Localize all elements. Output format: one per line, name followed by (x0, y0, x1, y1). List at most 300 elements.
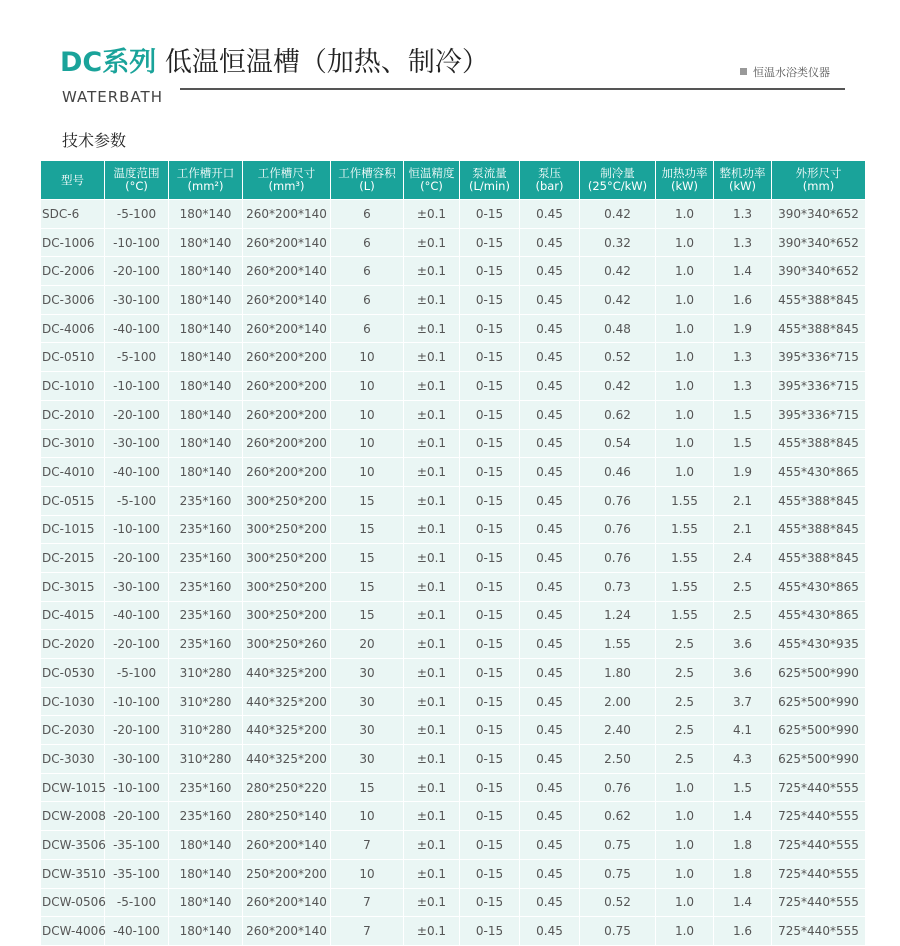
cell-stability: ±0.1 (404, 257, 460, 286)
cell-total-power: 1.3 (714, 372, 772, 401)
category-tag-label: 恒温水浴类仪器 (753, 66, 830, 79)
cell-pump-flow: 0-15 (460, 831, 520, 860)
column-header-unit: (kW) (670, 179, 698, 193)
cell-cooling-capacity: 2.00 (580, 687, 656, 716)
cell-model: DC-3010 (41, 429, 105, 458)
column-header-label: 加热功率 (661, 166, 708, 180)
cell-dimensions: 625*500*990 (772, 716, 866, 745)
cell-pump-flow: 0-15 (460, 314, 520, 343)
column-header-model (41, 161, 105, 200)
cell-temp-range: -20-100 (105, 716, 169, 745)
cell-bath-volume: 6 (331, 314, 404, 343)
table-row (41, 831, 866, 860)
cell-temp-range: -5-100 (105, 200, 169, 229)
cell-total-power: 4.3 (714, 745, 772, 774)
cell-bath-opening: 180*140 (169, 343, 243, 372)
cell-pump-pressure: 0.45 (520, 630, 580, 659)
cell-dimensions: 725*440*555 (772, 888, 866, 917)
cell-pump-flow: 0-15 (460, 228, 520, 257)
table-row (41, 544, 866, 573)
column-header-label: 外形尺寸 (795, 166, 842, 180)
cell-total-power: 2.1 (714, 515, 772, 544)
cell-model: DC-2010 (41, 400, 105, 429)
cell-bath-size: 440*325*200 (243, 716, 331, 745)
cell-bath-size: 260*200*200 (243, 400, 331, 429)
cell-model: DCW-3510 (41, 859, 105, 888)
cell-heating-power: 1.55 (656, 544, 714, 573)
cell-pump-pressure: 0.45 (520, 687, 580, 716)
cell-dimensions: 455*388*845 (772, 544, 866, 573)
cell-total-power: 4.1 (714, 716, 772, 745)
cell-cooling-capacity: 0.32 (580, 228, 656, 257)
cell-cooling-capacity: 0.76 (580, 486, 656, 515)
cell-pump-pressure: 0.45 (520, 659, 580, 688)
cell-cooling-capacity: 1.55 (580, 630, 656, 659)
cell-temp-range: -35-100 (105, 831, 169, 860)
cell-heating-power: 2.5 (656, 659, 714, 688)
cell-model: DC-4010 (41, 458, 105, 487)
cell-cooling-capacity: 0.54 (580, 429, 656, 458)
cell-dimensions: 455*430*935 (772, 630, 866, 659)
cell-cooling-capacity: 0.62 (580, 802, 656, 831)
cell-heating-power: 2.5 (656, 716, 714, 745)
cell-bath-opening: 310*280 (169, 745, 243, 774)
cell-bath-volume: 30 (331, 687, 404, 716)
table-row (41, 458, 866, 487)
cell-bath-opening: 180*140 (169, 372, 243, 401)
cell-temp-range: -5-100 (105, 343, 169, 372)
column-header-label: 制冷量 (600, 166, 635, 180)
table-row (41, 917, 866, 946)
cell-bath-size: 260*200*200 (243, 372, 331, 401)
cell-temp-range: -20-100 (105, 544, 169, 573)
cell-pump-pressure: 0.45 (520, 400, 580, 429)
cell-pump-pressure: 0.45 (520, 286, 580, 315)
title-text: 低温恒温槽（加热、制冷） (164, 47, 489, 78)
cell-total-power: 1.8 (714, 859, 772, 888)
cell-bath-opening: 235*160 (169, 572, 243, 601)
cell-cooling-capacity: 0.42 (580, 257, 656, 286)
column-header-unit: (mm) (802, 179, 835, 193)
cell-total-power: 2.5 (714, 601, 772, 630)
cell-bath-size: 260*200*200 (243, 458, 331, 487)
cell-pump-flow: 0-15 (460, 286, 520, 315)
cell-bath-opening: 235*160 (169, 601, 243, 630)
column-header-bath-volume (331, 161, 404, 200)
cell-temp-range: -10-100 (105, 372, 169, 401)
cell-dimensions: 455*388*845 (772, 515, 866, 544)
cell-pump-flow: 0-15 (460, 515, 520, 544)
section-heading: 技术参数 (62, 131, 127, 150)
table-row (41, 286, 866, 315)
cell-pump-flow: 0-15 (460, 458, 520, 487)
cell-heating-power: 1.0 (656, 257, 714, 286)
cell-temp-range: -40-100 (105, 601, 169, 630)
column-header-label: 泵流量 (472, 166, 507, 180)
cell-pump-flow: 0-15 (460, 888, 520, 917)
cell-pump-pressure: 0.45 (520, 372, 580, 401)
cell-total-power: 3.6 (714, 659, 772, 688)
cell-bath-opening: 180*140 (169, 200, 243, 229)
cell-total-power: 2.1 (714, 486, 772, 515)
cell-bath-volume: 15 (331, 544, 404, 573)
cell-model: DC-1030 (41, 687, 105, 716)
cell-temp-range: -30-100 (105, 572, 169, 601)
cell-bath-opening: 180*140 (169, 458, 243, 487)
cell-bath-opening: 235*160 (169, 630, 243, 659)
cell-pump-flow: 0-15 (460, 429, 520, 458)
cell-heating-power: 1.55 (656, 601, 714, 630)
spec-table (40, 160, 866, 946)
cell-bath-size: 260*200*140 (243, 917, 331, 946)
cell-pump-flow: 0-15 (460, 745, 520, 774)
cell-pump-flow: 0-15 (460, 659, 520, 688)
cell-total-power: 1.3 (714, 343, 772, 372)
cell-heating-power: 1.0 (656, 400, 714, 429)
cell-model: DC-3030 (41, 745, 105, 774)
cell-bath-size: 260*200*140 (243, 286, 331, 315)
cell-cooling-capacity: 0.73 (580, 572, 656, 601)
cell-stability: ±0.1 (404, 802, 460, 831)
spec-table-body (41, 200, 866, 946)
cell-model: DC-0530 (41, 659, 105, 688)
cell-total-power: 1.4 (714, 802, 772, 831)
column-header-label: 整机功率 (719, 166, 766, 180)
cell-bath-opening: 310*280 (169, 687, 243, 716)
page-subtitle: WATERBATH (62, 88, 163, 106)
cell-dimensions: 455*430*865 (772, 572, 866, 601)
cell-bath-size: 440*325*200 (243, 745, 331, 774)
cell-stability: ±0.1 (404, 343, 460, 372)
cell-pump-flow: 0-15 (460, 773, 520, 802)
cell-stability: ±0.1 (404, 659, 460, 688)
column-header-label: 泵压 (538, 166, 561, 180)
cell-bath-volume: 15 (331, 486, 404, 515)
cell-total-power: 2.5 (714, 572, 772, 601)
square-bullet-icon (740, 68, 747, 75)
table-row (41, 859, 866, 888)
spec-table-header (41, 161, 866, 200)
cell-bath-volume: 6 (331, 200, 404, 229)
cell-pump-flow: 0-15 (460, 400, 520, 429)
cell-dimensions: 390*340*652 (772, 257, 866, 286)
cell-stability: ±0.1 (404, 630, 460, 659)
cell-pump-flow: 0-15 (460, 716, 520, 745)
cell-heating-power: 1.0 (656, 429, 714, 458)
cell-heating-power: 1.0 (656, 859, 714, 888)
cell-stability: ±0.1 (404, 745, 460, 774)
cell-temp-range: -30-100 (105, 429, 169, 458)
cell-bath-size: 260*200*140 (243, 257, 331, 286)
cell-model: DC-2020 (41, 630, 105, 659)
cell-temp-range: -5-100 (105, 659, 169, 688)
cell-stability: ±0.1 (404, 429, 460, 458)
cell-total-power: 1.3 (714, 200, 772, 229)
cell-temp-range: -20-100 (105, 630, 169, 659)
cell-heating-power: 2.5 (656, 745, 714, 774)
column-header-unit: (kW) (728, 179, 756, 193)
cell-heating-power: 1.55 (656, 486, 714, 515)
cell-bath-size: 260*200*140 (243, 831, 331, 860)
cell-bath-volume: 10 (331, 802, 404, 831)
cell-dimensions: 455*430*865 (772, 458, 866, 487)
cell-heating-power: 1.0 (656, 343, 714, 372)
cell-pump-pressure: 0.45 (520, 257, 580, 286)
cell-pump-flow: 0-15 (460, 544, 520, 573)
cell-bath-volume: 15 (331, 773, 404, 802)
cell-dimensions: 625*500*990 (772, 745, 866, 774)
cell-stability: ±0.1 (404, 486, 460, 515)
cell-model: DC-4015 (41, 601, 105, 630)
cell-bath-volume: 6 (331, 286, 404, 315)
cell-model: DCW-3506 (41, 831, 105, 860)
cell-total-power: 1.6 (714, 917, 772, 946)
table-row (41, 630, 866, 659)
cell-stability: ±0.1 (404, 458, 460, 487)
cell-total-power: 3.6 (714, 630, 772, 659)
cell-bath-opening: 180*140 (169, 429, 243, 458)
cell-bath-volume: 6 (331, 257, 404, 286)
cell-dimensions: 455*388*845 (772, 486, 866, 515)
cell-total-power: 1.6 (714, 286, 772, 315)
cell-bath-size: 260*200*140 (243, 888, 331, 917)
cell-model: DC-3006 (41, 286, 105, 315)
cell-total-power: 1.9 (714, 314, 772, 343)
cell-pump-pressure: 0.45 (520, 773, 580, 802)
column-header-label: 工作槽容积 (338, 166, 396, 180)
cell-cooling-capacity: 0.75 (580, 859, 656, 888)
cell-temp-range: -40-100 (105, 314, 169, 343)
column-header-label: 型号 (61, 172, 84, 187)
cell-stability: ±0.1 (404, 917, 460, 946)
cell-total-power: 2.4 (714, 544, 772, 573)
column-header-unit: (°C) (420, 179, 443, 193)
column-header-cooling-capacity (580, 161, 656, 200)
table-row (41, 200, 866, 229)
cell-pump-flow: 0-15 (460, 486, 520, 515)
cell-dimensions: 455*430*865 (772, 601, 866, 630)
cell-pump-pressure: 0.45 (520, 314, 580, 343)
cell-heating-power: 1.0 (656, 831, 714, 860)
cell-stability: ±0.1 (404, 888, 460, 917)
cell-bath-opening: 180*140 (169, 831, 243, 860)
column-header-unit: (°C) (125, 179, 148, 193)
cell-bath-volume: 10 (331, 343, 404, 372)
cell-heating-power: 1.0 (656, 773, 714, 802)
cell-pump-flow: 0-15 (460, 802, 520, 831)
cell-pump-pressure: 0.45 (520, 200, 580, 229)
cell-temp-range: -40-100 (105, 458, 169, 487)
table-row (41, 429, 866, 458)
cell-total-power: 1.5 (714, 773, 772, 802)
cell-bath-opening: 180*140 (169, 859, 243, 888)
title-series: DC系列 (60, 47, 157, 78)
cell-dimensions: 725*440*555 (772, 917, 866, 946)
cell-dimensions: 725*440*555 (772, 859, 866, 888)
cell-dimensions: 625*500*990 (772, 659, 866, 688)
cell-bath-size: 300*250*200 (243, 515, 331, 544)
cell-bath-opening: 235*160 (169, 544, 243, 573)
cell-cooling-capacity: 0.76 (580, 515, 656, 544)
column-header-bath-opening (169, 161, 243, 200)
cell-stability: ±0.1 (404, 572, 460, 601)
cell-cooling-capacity: 2.50 (580, 745, 656, 774)
cell-pump-pressure: 0.45 (520, 888, 580, 917)
cell-pump-flow: 0-15 (460, 572, 520, 601)
cell-bath-size: 260*200*200 (243, 429, 331, 458)
cell-stability: ±0.1 (404, 859, 460, 888)
cell-bath-size: 300*250*200 (243, 544, 331, 573)
column-header-label: 工作槽开口 (176, 166, 235, 180)
cell-model: DC-0510 (41, 343, 105, 372)
cell-dimensions: 725*440*555 (772, 773, 866, 802)
cell-bath-volume: 15 (331, 515, 404, 544)
table-row (41, 228, 866, 257)
cell-bath-volume: 20 (331, 630, 404, 659)
cell-cooling-capacity: 0.48 (580, 314, 656, 343)
cell-model: DC-2030 (41, 716, 105, 745)
cell-heating-power: 1.0 (656, 802, 714, 831)
cell-heating-power: 2.5 (656, 687, 714, 716)
cell-dimensions: 725*440*555 (772, 831, 866, 860)
cell-pump-pressure: 0.45 (520, 802, 580, 831)
table-row (41, 372, 866, 401)
cell-model: DC-3015 (41, 572, 105, 601)
cell-bath-opening: 235*160 (169, 802, 243, 831)
cell-heating-power: 1.0 (656, 200, 714, 229)
column-header-heating-power (656, 161, 714, 200)
cell-model: DC-4006 (41, 314, 105, 343)
table-row (41, 687, 866, 716)
table-row (41, 343, 866, 372)
cell-heating-power: 1.0 (656, 286, 714, 315)
cell-heating-power: 1.0 (656, 228, 714, 257)
cell-bath-volume: 6 (331, 228, 404, 257)
table-row (41, 257, 866, 286)
cell-total-power: 1.3 (714, 228, 772, 257)
cell-heating-power: 2.5 (656, 630, 714, 659)
cell-stability: ±0.1 (404, 400, 460, 429)
column-header-dimensions (772, 161, 866, 200)
cell-stability: ±0.1 (404, 372, 460, 401)
cell-bath-size: 250*200*200 (243, 859, 331, 888)
cell-temp-range: -20-100 (105, 257, 169, 286)
cell-model: DC-1015 (41, 515, 105, 544)
cell-bath-opening: 180*140 (169, 888, 243, 917)
cell-total-power: 1.5 (714, 400, 772, 429)
cell-total-power: 1.4 (714, 888, 772, 917)
cell-pump-pressure: 0.45 (520, 572, 580, 601)
cell-cooling-capacity: 0.42 (580, 372, 656, 401)
cell-dimensions: 395*336*715 (772, 372, 866, 401)
cell-pump-pressure: 0.45 (520, 544, 580, 573)
cell-stability: ±0.1 (404, 716, 460, 745)
cell-temp-range: -20-100 (105, 802, 169, 831)
cell-bath-size: 440*325*200 (243, 659, 331, 688)
cell-stability: ±0.1 (404, 286, 460, 315)
cell-bath-volume: 15 (331, 601, 404, 630)
cell-dimensions: 455*388*845 (772, 286, 866, 315)
cell-bath-volume: 7 (331, 888, 404, 917)
cell-pump-flow: 0-15 (460, 630, 520, 659)
cell-cooling-capacity: 2.40 (580, 716, 656, 745)
cell-bath-size: 260*200*140 (243, 200, 331, 229)
cell-temp-range: -5-100 (105, 486, 169, 515)
table-row (41, 802, 866, 831)
cell-model: DCW-4006 (41, 917, 105, 946)
cell-dimensions: 455*388*845 (772, 314, 866, 343)
cell-cooling-capacity: 0.42 (580, 200, 656, 229)
cell-pump-flow: 0-15 (460, 200, 520, 229)
cell-model: DC-0515 (41, 486, 105, 515)
table-row (41, 572, 866, 601)
cell-cooling-capacity: 0.52 (580, 343, 656, 372)
table-row (41, 486, 866, 515)
cell-pump-flow: 0-15 (460, 343, 520, 372)
cell-pump-pressure: 0.45 (520, 831, 580, 860)
cell-model: DCW-0506 (41, 888, 105, 917)
cell-bath-volume: 10 (331, 429, 404, 458)
cell-model: DCW-2008 (41, 802, 105, 831)
column-header-unit: (mm²) (187, 179, 224, 193)
cell-pump-flow: 0-15 (460, 257, 520, 286)
table-row (41, 314, 866, 343)
cell-model: DC-1010 (41, 372, 105, 401)
column-header-label: 温度范围 (113, 166, 160, 180)
cell-bath-volume: 30 (331, 659, 404, 688)
cell-bath-opening: 235*160 (169, 773, 243, 802)
cell-pump-flow: 0-15 (460, 601, 520, 630)
cell-dimensions: 725*440*555 (772, 802, 866, 831)
cell-bath-volume: 10 (331, 400, 404, 429)
cell-stability: ±0.1 (404, 515, 460, 544)
cell-cooling-capacity: 0.75 (580, 831, 656, 860)
cell-cooling-capacity: 1.24 (580, 601, 656, 630)
cell-cooling-capacity: 0.76 (580, 544, 656, 573)
cell-bath-opening: 180*140 (169, 917, 243, 946)
cell-temp-range: -5-100 (105, 888, 169, 917)
cell-pump-pressure: 0.45 (520, 486, 580, 515)
page-title (60, 40, 489, 79)
table-row (41, 888, 866, 917)
column-header-bath-size (243, 161, 331, 200)
cell-pump-pressure: 0.45 (520, 745, 580, 774)
header-divider (180, 88, 845, 90)
cell-total-power: 1.8 (714, 831, 772, 860)
cell-bath-size: 260*200*140 (243, 314, 331, 343)
cell-bath-size: 300*250*200 (243, 572, 331, 601)
cell-bath-size: 280*250*220 (243, 773, 331, 802)
cell-stability: ±0.1 (404, 228, 460, 257)
column-header-unit: (L/min) (469, 179, 510, 193)
cell-total-power: 3.7 (714, 687, 772, 716)
cell-dimensions: 395*336*715 (772, 343, 866, 372)
cell-heating-power: 1.0 (656, 917, 714, 946)
cell-dimensions: 390*340*652 (772, 200, 866, 229)
column-header-pump-pressure (520, 161, 580, 200)
cell-heating-power: 1.0 (656, 888, 714, 917)
cell-temp-range: -35-100 (105, 859, 169, 888)
cell-total-power: 1.9 (714, 458, 772, 487)
cell-pump-pressure: 0.45 (520, 458, 580, 487)
cell-cooling-capacity: 0.46 (580, 458, 656, 487)
cell-temp-range: -10-100 (105, 228, 169, 257)
column-header-unit: (L) (359, 179, 375, 193)
cell-bath-size: 260*200*140 (243, 228, 331, 257)
cell-heating-power: 1.0 (656, 314, 714, 343)
cell-total-power: 1.4 (714, 257, 772, 286)
table-row (41, 659, 866, 688)
